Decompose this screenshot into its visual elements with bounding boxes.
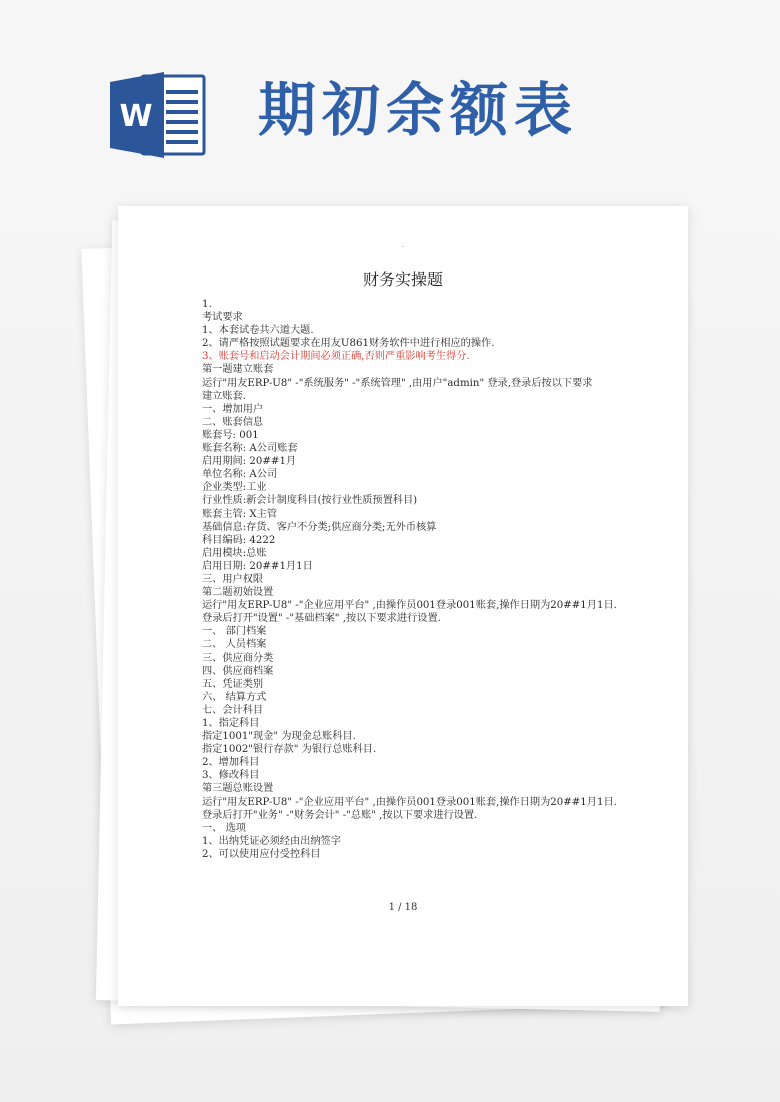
text-line: 启用日期: 20##1月1日 [202,560,313,572]
text-line: 第二题初始设置 [202,587,274,599]
text-line: 1. [202,299,212,310]
text-line: 二、账套信息 [202,416,264,428]
text-line: 第三题总账设置 [202,783,274,795]
document-page [118,206,688,1006]
text-line: 1、本套试卷共六道大题. [202,325,314,337]
text-line: 登录后打开"业务" -"财务会计" -"总账" ,按以下要求进行设置. [202,809,478,821]
text-line: 账套主管: X主管 [202,508,278,520]
text-line: 启用期间: 20##1月 [202,456,297,468]
text-line: 运行"用友ERP-U8" -"系统服务" -"系统管理" ,由用户"admin" 登录,登录后按以下要求 [202,377,593,389]
text-line: 单位名称: A公司 [202,469,278,481]
text-line: 账套号: 001 [202,429,259,441]
text-line: 三、用户权限 [202,573,264,585]
text-line: 运行"用友ERP-U8" -"企业应用平台" ,由操作员001登录001账套,操作日期为20##1月1日. [202,796,617,808]
text-line: 2、增加科目 [202,757,260,769]
text-line: 2、请严格按照试题要求在用友U861财务软件中进行相应的操作. [202,338,495,350]
text-line: 五、凭证类别 [202,678,264,690]
text-line: 运行"用友ERP-U8" -"企业应用平台" ,由操作员001登录001账套,操作日期为20##1月1日. [202,600,617,612]
text-line: 第一题建立账套 [202,364,274,376]
word-app-icon [108,70,208,160]
text-line: 一、 选项 [202,822,246,834]
document-body [202,298,642,861]
text-line: 2、可以使用应付受控科目 [202,848,321,860]
text-line: 三、供应商分类 [202,652,274,664]
text-line: 3、账套号和启动会计期间必须正确,否则严重影响考生得分. [202,351,470,363]
text-line: 指定1002"银行存款" 为银行总账科目. [202,744,377,756]
text-line: 启用模块:总账 [202,547,267,559]
header-dot: · [402,244,404,251]
text-line: 科目编码: 4222 [202,534,276,546]
text-line: 登录后打开"设置" -"基础档案" ,按以下要求进行设置. [202,613,441,625]
text-line: 一、增加用户 [202,403,264,415]
page-number: 1 / 18 [388,902,418,913]
text-line: 3、修改科目 [202,770,260,782]
banner-title: 期初余额表 [258,76,579,144]
text-line: 六、 结算方式 [202,691,267,703]
text-line: 一、 部门档案 [202,626,267,638]
text-line: 1、指定科目 [202,718,260,729]
text-line: 企业类型:工业 [202,482,267,494]
text-line: 二、 人员档案 [202,639,267,651]
text-line: 基础信息:存货、客户不分类;供应商分类;无外币核算 [202,521,437,533]
document-title: 财务实操题 [362,270,443,289]
text-line: 行业性质:新会计制度科目(按行业性质预置科目) [202,495,418,507]
text-line: 考试要求 [202,312,243,324]
text-line: 四、供应商档案 [202,665,274,677]
text-line: 账套名称: A公司账套 [202,443,298,455]
text-line: 七、会计科目 [202,704,264,716]
text-line: 建立账套. [202,390,246,402]
text-line: 指定1001"现金" 为现金总账科目. [202,731,356,743]
text-line: 1、出纳凭证必须经由出纳签字 [202,835,341,847]
svg-text:W: W [119,99,153,134]
